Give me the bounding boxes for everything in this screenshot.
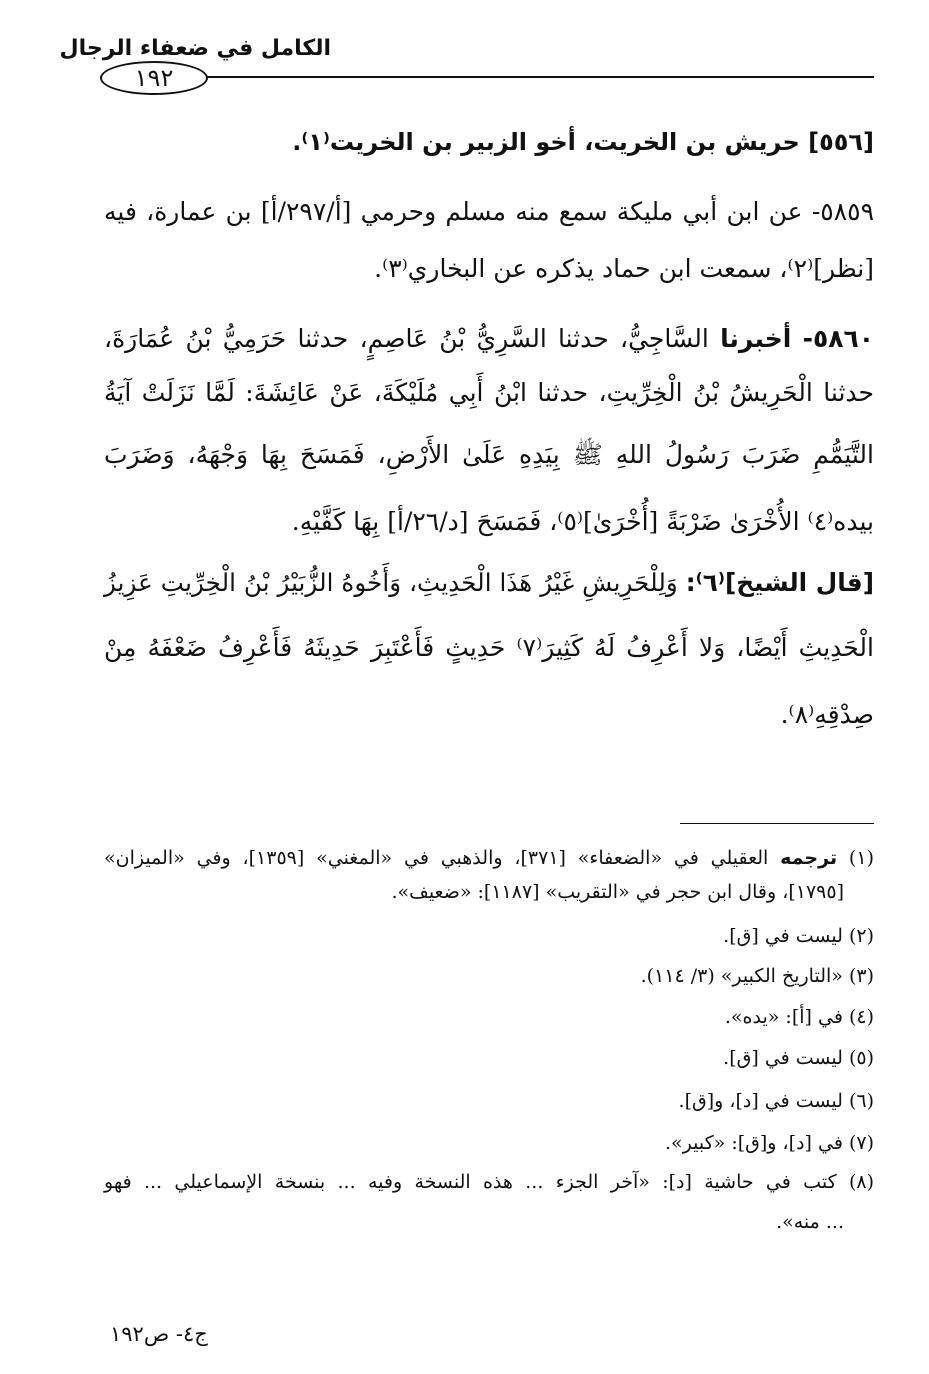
paragraph-2-line-1: [104, 322, 874, 356]
paragraph-3-line-3: صِدْقِهِ⁽٨⁾.: [780, 700, 874, 729]
hadith-number: ٥٨٦٠-: [802, 324, 874, 353]
footnote-6: (٦) ليست في [د]، و[ق].: [678, 1090, 874, 1112]
footnote-3: (٣) «التاريخ الكبير» (٣/ ١١٤).: [640, 965, 874, 987]
footnote-8-line-1: (٨) كتب في حاشية [د]: «آخر الجزء ... هذه النسخة وفيه ... بنسخة الإسماعيلي ... فهو: [104, 1171, 874, 1193]
footnote-1-line-2: [١٧٩٥]، وقال ابن حجر في «التقريب» [١١٨٧]: «ضعيف».: [391, 881, 844, 903]
footnote-7: (٧) في [د]، و[ق]: «كبير».: [665, 1132, 874, 1154]
paragraph-2-line-3: التَّيَمُّمِ ضَرَبَ رَسُولُ اللهِ ﷺ بِيَدِهِ عَلَىٰ الأَرْضِ، فَمَسَحَ بِهَا وَجْهَهُ، وَضَرَبَ: [104, 440, 874, 469]
page-number-badge: ١٩٢: [100, 61, 208, 95]
footnote-2: (٢) ليست في [ق].: [723, 925, 874, 947]
running-header-title: الكامل في ضعفاء الرجال: [59, 36, 331, 61]
footnote-8-line-2: ... منه».: [776, 1211, 844, 1233]
paragraph-2-line-2: حدثنا الْحَرِيشُ بْنُ الْخِرِّيتِ، حدثنا ابْنُ أَبِي مُلَيْكَةَ، عَنْ عَائِشَةَ: لَمَّا نَزَلَتْ آيَةُ: [104, 378, 874, 407]
paragraph-3-lead: [قال الشيخ]⁽٦⁾:: [685, 568, 874, 597]
footnote-rule: [680, 823, 874, 824]
paragraph-2-lead: أخبرنا: [720, 324, 792, 353]
paragraph-3-line-1-text: وَلِلْحَرِيشِ غَيْرُ هَذَا الْحَدِيثِ، وَأَخُوهُ الزُّبَيْرُ بْنُ الْخِرِّيتِ عَزِيزُ: [104, 568, 678, 597]
footnote-5: (٥) ليست في [ق].: [723, 1047, 874, 1069]
header-rule: [104, 76, 874, 78]
paragraph-3-line-1: [104, 566, 874, 600]
entry-heading: [٥٥٦] حريش بن الخريت، أخو الزبير بن الخريت⁽١⁾.: [292, 128, 874, 156]
footnote-1-line-1: [104, 844, 874, 872]
volume-page-reference: ج٤- ص١٩٢: [110, 1322, 208, 1346]
paragraph-2-line-1-text: السَّاجِيُّ، حدثنا السَّرِيُّ بْنُ عَاصِمٍ، حدثنا حَرَمِيُّ بْنُ عُمَارَةَ،: [104, 324, 709, 353]
footnote-1-text: العقيلي في «الضعفاء» [٣٧١]، والذهبي في «المغني» [١٣٥٩]، وفي «الميزان»: [104, 847, 769, 869]
paragraph-3-line-2: الْحَدِيثِ أَيْضًا، وَلا أَعْرِفُ لَهُ كَثِيرَ⁽٧⁾ حَدِيثٍ فَأَعْتَبِرَ حَدِيثَهُ فَأَعْرِفُ ضَعْفَهُ مِنْ: [104, 633, 874, 662]
paragraph-2-line-4: بيده⁽٤⁾ الأُخْرَىٰ ضَرْبَةً [أُخْرَىٰ]⁽٥⁾، فَمَسَحَ [د/٢٦/أ] بِهَا كَفَّيْهِ.: [291, 507, 874, 536]
footnote-1-number: (١): [848, 847, 874, 869]
paragraph-1-line-1: ٥٨٥٩- عن ابن أبي مليكة سمع منه مسلم وحرمي [أ/٢٩٧/أ] بن عمارة، فيه: [104, 197, 874, 226]
footnote-1-lead: ترجمه: [780, 847, 838, 869]
footnote-4: (٤) في [أ]: «يده».: [724, 1006, 874, 1028]
paragraph-1-line-2: [نظر]⁽٢⁾، سمعت ابن حماد يذكره عن البخاري⁽٣⁾.: [374, 254, 874, 283]
